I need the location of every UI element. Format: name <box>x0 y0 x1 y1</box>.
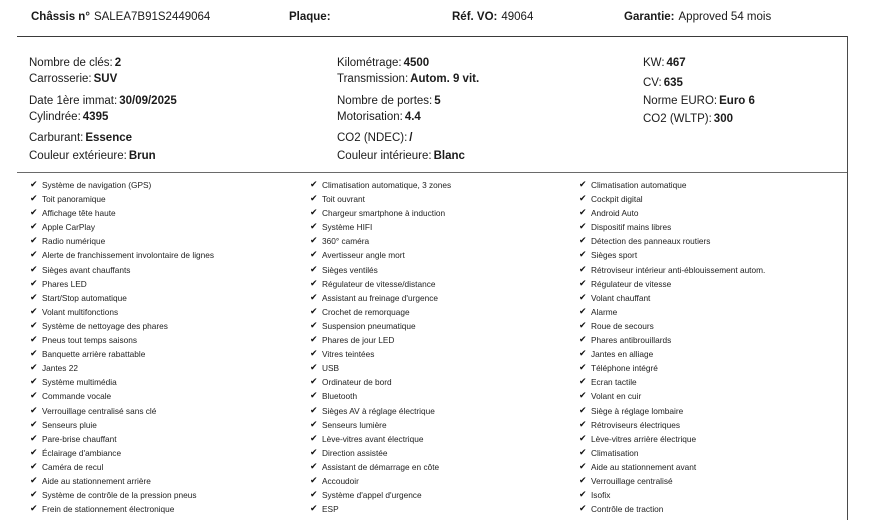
equipment-item <box>310 319 580 333</box>
checkmark-icon: ✔ <box>310 419 318 430</box>
checkmark-icon: ✔ <box>30 180 38 190</box>
equipment-label: Caméra de recul <box>42 461 104 472</box>
equipment-item <box>310 460 580 474</box>
equipment-item <box>30 305 300 319</box>
checkmark-icon: ✔ <box>579 208 587 219</box>
equipment-label: Roue de secours <box>591 320 654 331</box>
equipment-label: Avertisseur angle mort <box>322 250 405 261</box>
checkmark-icon: ✔ <box>579 349 587 360</box>
checkmark-icon: ✔ <box>310 504 318 515</box>
equipment-label: Apple CarPlay <box>42 222 96 233</box>
equipment-label: Détection des panneaux routiers <box>591 236 711 247</box>
checkmark-icon: ✔ <box>579 320 587 331</box>
equipment-label: Système de nettoyage des phares <box>42 320 168 331</box>
equipment-item <box>579 319 849 333</box>
equipment-item <box>310 206 580 220</box>
spec-label: Transmission: <box>337 73 409 85</box>
checkmark-icon: ✔ <box>30 349 38 360</box>
equipment-item <box>579 375 849 389</box>
spec-value: Autom. 9 vit. <box>410 73 480 85</box>
equipment-label: Commande vocale <box>42 391 112 402</box>
equipment-label: Sièges avant chauffants <box>42 264 131 275</box>
equipment-item <box>579 333 849 347</box>
equipment-label: Régulateur de vitesse/distance <box>322 278 436 289</box>
equipment-label: Phares LED <box>42 278 87 289</box>
spec-value: Euro 6 <box>719 95 755 107</box>
equipment-item <box>310 234 580 248</box>
spec-value: / <box>409 132 413 144</box>
equipment-label: Sièges AV à réglage électrique <box>322 405 435 416</box>
equipment-item <box>579 389 849 403</box>
equipment-item <box>30 347 300 361</box>
equipment-item <box>30 375 300 389</box>
checkmark-icon: ✔ <box>310 377 318 388</box>
equipment-label: Android Auto <box>591 208 639 219</box>
equipment-label: Volant en cuir <box>591 391 642 402</box>
equipment-item <box>30 248 300 262</box>
equipment-item <box>310 178 580 192</box>
equipment-label: Crochet de remorquage <box>322 306 410 317</box>
equipment-item <box>310 291 580 305</box>
plaque-label: Plaque: <box>289 11 331 23</box>
checkmark-icon: ✔ <box>30 405 38 416</box>
spec-label: CV: <box>643 77 662 89</box>
equipment-label: Système d'appel d'urgence <box>322 490 422 501</box>
equipment-item <box>310 248 580 262</box>
equipment-label: Système de contrôle de la pression pneus <box>42 490 197 501</box>
garantie-field <box>624 11 771 23</box>
equipment-item <box>310 432 580 446</box>
checkmark-icon: ✔ <box>310 320 318 331</box>
spec-couleur-exterieure <box>29 149 156 164</box>
equipment-label: Éclairage d'ambiance <box>42 447 122 458</box>
equipment-label: Téléphone intégré <box>591 363 658 374</box>
checkmark-icon: ✔ <box>310 292 318 303</box>
equipment-column-3 <box>579 178 849 516</box>
equipment-item <box>30 319 300 333</box>
checkmark-icon: ✔ <box>579 447 587 458</box>
spec-carburant <box>29 131 132 146</box>
spec-label: CO2 (WLTP): <box>643 113 712 125</box>
checkmark-icon: ✔ <box>30 475 38 486</box>
equipment-column-1 <box>30 178 300 516</box>
checkmark-icon: ✔ <box>579 306 587 317</box>
spec-value: 4500 <box>403 57 430 69</box>
spec-value: Essence <box>85 132 133 144</box>
equipment-label: Dispositif mains libres <box>591 222 672 233</box>
header-divider <box>17 36 847 37</box>
equipment-item <box>579 432 849 446</box>
equipment-label: Toit ouvrant <box>322 194 365 205</box>
equipment-item <box>30 263 300 277</box>
spec-norme-euro <box>643 94 755 109</box>
checkmark-icon: ✔ <box>30 306 38 317</box>
checkmark-icon: ✔ <box>310 250 318 261</box>
checkmark-icon: ✔ <box>30 504 38 515</box>
spec-label: KW: <box>643 57 665 69</box>
spec-label: Cylindrée: <box>29 111 81 123</box>
spec-carrosserie <box>29 72 117 87</box>
equipment-column-2 <box>310 178 580 516</box>
spec-label: Carrosserie: <box>29 73 92 85</box>
spec-co2-ndec <box>337 131 412 146</box>
checkmark-icon: ✔ <box>30 264 38 275</box>
equipment-label: Ecran tactile <box>591 377 637 388</box>
equipment-label: Bluetooth <box>322 391 358 402</box>
checkmark-icon: ✔ <box>579 377 587 388</box>
spec-value: 4395 <box>82 111 109 123</box>
equipment-label: Verrouillage centralisé <box>591 475 673 486</box>
equipment-item <box>310 361 580 375</box>
equipment-item <box>30 474 300 488</box>
equipment-item <box>310 502 580 516</box>
checkmark-icon: ✔ <box>30 278 38 289</box>
equipment-label: USB <box>322 363 340 374</box>
garantie-value: Approved 54 mois <box>678 11 772 23</box>
equipment-label: Pare-brise chauffant <box>42 433 117 444</box>
equipment-label: Aide au stationnement arrière <box>42 475 151 486</box>
equipment-item <box>30 178 300 192</box>
ref-vo-label: Réf. VO: <box>452 11 498 23</box>
equipment-item <box>310 220 580 234</box>
equipment-label: ESP <box>322 504 339 515</box>
equipment-label: Isofix <box>591 490 611 501</box>
equipment-label: Système de navigation (GPS) <box>42 180 152 190</box>
checkmark-icon: ✔ <box>310 194 318 205</box>
equipment-label: Climatisation automatique <box>591 180 687 190</box>
checkmark-icon: ✔ <box>310 391 318 402</box>
spec-nombre-de-portes <box>337 94 441 109</box>
equipment-label: Toit panoramique <box>42 194 106 205</box>
equipment-label: Phares antibrouillards <box>591 335 672 346</box>
equipment-label: Lève-vitres avant électrique <box>322 433 424 444</box>
plaque-field <box>289 11 335 23</box>
equipment-item <box>579 277 849 291</box>
equipment-label: Jantes 22 <box>42 363 78 374</box>
checkmark-icon: ✔ <box>579 461 587 472</box>
equipment-item <box>310 418 580 432</box>
equipment-item <box>310 404 580 418</box>
equipment-item <box>579 347 849 361</box>
spec-transmission <box>337 72 479 87</box>
checkmark-icon: ✔ <box>579 222 587 233</box>
checkmark-icon: ✔ <box>310 433 318 444</box>
equipment-item <box>579 263 849 277</box>
spec-value: 467 <box>666 57 686 69</box>
checkmark-icon: ✔ <box>30 222 38 233</box>
equipment-item <box>579 361 849 375</box>
spec-label: CO2 (NDEC): <box>337 132 408 144</box>
spec-value: SUV <box>93 73 118 85</box>
ref-vo-value: 49064 <box>501 11 534 23</box>
equipment-item <box>30 234 300 248</box>
equipment-label: Assistant au freinage d'urgence <box>322 292 438 303</box>
equipment-label: Rétroviseur intérieur anti-éblouissement autom. <box>591 264 766 275</box>
spec-label: Carburant: <box>29 132 84 144</box>
spec-co2-wltp <box>643 112 733 127</box>
equipment-item <box>310 305 580 319</box>
checkmark-icon: ✔ <box>30 377 38 388</box>
equipment-label: Chargeur smartphone à induction <box>322 208 446 219</box>
spec-value: 635 <box>663 77 683 89</box>
spec-label: Kilométrage: <box>337 57 402 69</box>
equipment-item <box>579 488 849 502</box>
checkmark-icon: ✔ <box>30 292 38 303</box>
equipment-item <box>579 220 849 234</box>
checkmark-icon: ✔ <box>310 447 318 458</box>
garantie-label: Garantie: <box>624 11 675 23</box>
equipment-item <box>30 488 300 502</box>
checkmark-icon: ✔ <box>579 391 587 402</box>
checkmark-icon: ✔ <box>579 475 587 486</box>
equipment-item <box>30 192 300 206</box>
equipment-label: Start/Stop automatique <box>42 292 127 303</box>
equipment-item <box>30 446 300 460</box>
equipment-label: Suspension pneumatique <box>322 320 416 331</box>
checkmark-icon: ✔ <box>30 335 38 346</box>
equipment-label: Volant multifonctions <box>42 306 119 317</box>
equipment-item <box>579 178 849 192</box>
checkmark-icon: ✔ <box>579 236 587 247</box>
header-row <box>0 0 872 34</box>
spec-value: Blanc <box>433 150 465 162</box>
checkmark-icon: ✔ <box>30 490 38 501</box>
checkmark-icon: ✔ <box>30 363 38 374</box>
checkmark-icon: ✔ <box>579 264 587 275</box>
equipment-item <box>310 333 580 347</box>
equipment-item <box>30 291 300 305</box>
checkmark-icon: ✔ <box>310 475 318 486</box>
equipment-item <box>310 488 580 502</box>
spec-value: Brun <box>128 150 156 162</box>
equipment-label: Alarme <box>591 306 618 317</box>
equipment-label: Affichage tête haute <box>42 208 116 219</box>
checkmark-icon: ✔ <box>310 405 318 416</box>
spec-value: 30/09/2025 <box>119 95 177 107</box>
equipment-item <box>310 375 580 389</box>
equipment-item <box>310 347 580 361</box>
equipment-label: Siège à réglage lombaire <box>591 405 684 416</box>
spec-couleur-interieure <box>337 149 465 164</box>
spec-date-immat <box>29 94 177 109</box>
equipment-item <box>579 192 849 206</box>
checkmark-icon: ✔ <box>30 250 38 261</box>
equipment-item <box>30 389 300 403</box>
equipment-item <box>30 432 300 446</box>
checkmark-icon: ✔ <box>310 278 318 289</box>
spec-cylindree <box>29 110 108 125</box>
equipment-item <box>30 361 300 375</box>
vehicle-specs <box>0 52 872 170</box>
equipment-label: Jantes en alliage <box>591 349 654 360</box>
equipment-label: Aide au stationnement avant <box>591 461 697 472</box>
equipment-item <box>579 206 849 220</box>
chassis-field <box>31 11 210 23</box>
checkmark-icon: ✔ <box>579 363 587 374</box>
equipment-label: Direction assistée <box>322 447 388 458</box>
checkmark-icon: ✔ <box>30 208 38 219</box>
checkmark-icon: ✔ <box>30 236 38 247</box>
equipment-item <box>30 418 300 432</box>
checkmark-icon: ✔ <box>30 194 38 205</box>
checkmark-icon: ✔ <box>579 250 587 261</box>
checkmark-icon: ✔ <box>310 490 318 501</box>
checkmark-icon: ✔ <box>30 391 38 402</box>
spec-label: Couleur extérieure: <box>29 150 127 162</box>
equipment-label: Contrôle de traction <box>591 504 664 515</box>
equipment-item <box>579 234 849 248</box>
checkmark-icon: ✔ <box>30 320 38 331</box>
equipment-item <box>30 206 300 220</box>
equipment-item <box>579 474 849 488</box>
spec-label: Couleur intérieure: <box>337 150 432 162</box>
checkmark-icon: ✔ <box>579 504 587 515</box>
chassis-value: SALEA7B91S2449064 <box>93 11 211 23</box>
spec-value: 300 <box>713 113 733 125</box>
equipment-label: Régulateur de vitesse <box>591 278 672 289</box>
checkmark-icon: ✔ <box>310 349 318 360</box>
equipment-label: Volant chauffant <box>591 292 651 303</box>
specs-divider <box>17 172 847 173</box>
checkmark-icon: ✔ <box>310 306 318 317</box>
ref-vo-field <box>452 11 533 23</box>
equipment-item <box>579 248 849 262</box>
equipment-item <box>579 460 849 474</box>
equipment-item <box>310 474 580 488</box>
equipment-item <box>310 389 580 403</box>
equipment-item <box>30 460 300 474</box>
equipment-label: Senseurs pluie <box>42 419 97 430</box>
equipment-label: Frein de stationnement électronique <box>42 504 175 515</box>
equipment-label: 360° caméra <box>322 236 370 247</box>
equipment-item <box>30 404 300 418</box>
spec-value: 5 <box>434 95 441 107</box>
equipment-label: Phares de jour LED <box>322 335 395 346</box>
checkmark-icon: ✔ <box>310 222 318 233</box>
spec-kw <box>643 56 686 71</box>
checkmark-icon: ✔ <box>310 264 318 275</box>
equipment-label: Ordinateur de bord <box>322 377 392 388</box>
equipment-label: Sièges sport <box>591 250 638 261</box>
equipment-label: Lève-vitres arrière électrique <box>591 433 697 444</box>
checkmark-icon: ✔ <box>579 419 587 430</box>
equipment-label: Système multimédia <box>42 377 117 388</box>
equipment-item <box>310 446 580 460</box>
equipment-item <box>30 220 300 234</box>
spec-value: 2 <box>114 57 122 69</box>
checkmark-icon: ✔ <box>579 180 587 190</box>
equipment-list <box>0 178 872 520</box>
equipment-label: Climatisation <box>591 447 639 458</box>
checkmark-icon: ✔ <box>310 335 318 346</box>
equipment-item <box>579 418 849 432</box>
spec-kilometrage <box>337 56 429 71</box>
equipment-label: Accoudoir <box>322 475 359 486</box>
spec-cv <box>643 76 683 91</box>
spec-label: Nombre de portes: <box>337 95 433 107</box>
checkmark-icon: ✔ <box>30 433 38 444</box>
equipment-label: Cockpit digital <box>591 194 643 205</box>
equipment-label: Senseurs lumière <box>322 419 387 430</box>
checkmark-icon: ✔ <box>579 335 587 346</box>
equipment-item <box>579 404 849 418</box>
equipment-label: Verrouillage centralisé sans clé <box>42 405 157 416</box>
equipment-label: Alerte de franchissement involontaire de lignes <box>42 250 215 261</box>
equipment-item <box>30 277 300 291</box>
checkmark-icon: ✔ <box>579 278 587 289</box>
checkmark-icon: ✔ <box>579 405 587 416</box>
checkmark-icon: ✔ <box>310 180 318 190</box>
checkmark-icon: ✔ <box>30 461 38 472</box>
spec-motorisation <box>337 110 421 125</box>
equipment-item <box>579 291 849 305</box>
checkmark-icon: ✔ <box>579 433 587 444</box>
checkmark-icon: ✔ <box>579 194 587 205</box>
equipment-label: Vitres teintées <box>322 349 375 360</box>
equipment-label: Système HIFI <box>322 222 373 233</box>
equipment-item <box>30 502 300 516</box>
checkmark-icon: ✔ <box>579 490 587 501</box>
equipment-label: Radio numérique <box>42 236 106 247</box>
equipment-item <box>579 502 849 516</box>
equipment-item <box>30 333 300 347</box>
checkmark-icon: ✔ <box>579 292 587 303</box>
spec-label: Date 1ère immat: <box>29 95 118 107</box>
spec-value: 4.4 <box>404 111 421 123</box>
spec-label: Nombre de clés: <box>29 57 113 69</box>
equipment-item <box>579 446 849 460</box>
spec-label: Motorisation: <box>337 111 403 123</box>
checkmark-icon: ✔ <box>30 447 38 458</box>
equipment-label: Banquette arrière rabattable <box>42 349 146 360</box>
checkmark-icon: ✔ <box>310 236 318 247</box>
equipment-item <box>310 192 580 206</box>
equipment-label: Climatisation automatique, 3 zones <box>322 180 452 190</box>
checkmark-icon: ✔ <box>310 461 318 472</box>
equipment-item <box>310 277 580 291</box>
checkmark-icon: ✔ <box>30 419 38 430</box>
spec-nombre-de-cles <box>29 56 121 71</box>
checkmark-icon: ✔ <box>310 208 318 219</box>
equipment-label: Rétroviseurs électriques <box>591 419 680 430</box>
equipment-label: Assistant de démarrage en côte <box>322 461 440 472</box>
chassis-label: Châssis n° <box>31 11 90 23</box>
checkmark-icon: ✔ <box>310 363 318 374</box>
equipment-item <box>310 263 580 277</box>
equipment-label: Pneus tout temps saisons <box>42 335 138 346</box>
spec-label: Norme EURO: <box>643 95 718 107</box>
equipment-label: Sièges ventilés <box>322 264 378 275</box>
equipment-item <box>579 305 849 319</box>
